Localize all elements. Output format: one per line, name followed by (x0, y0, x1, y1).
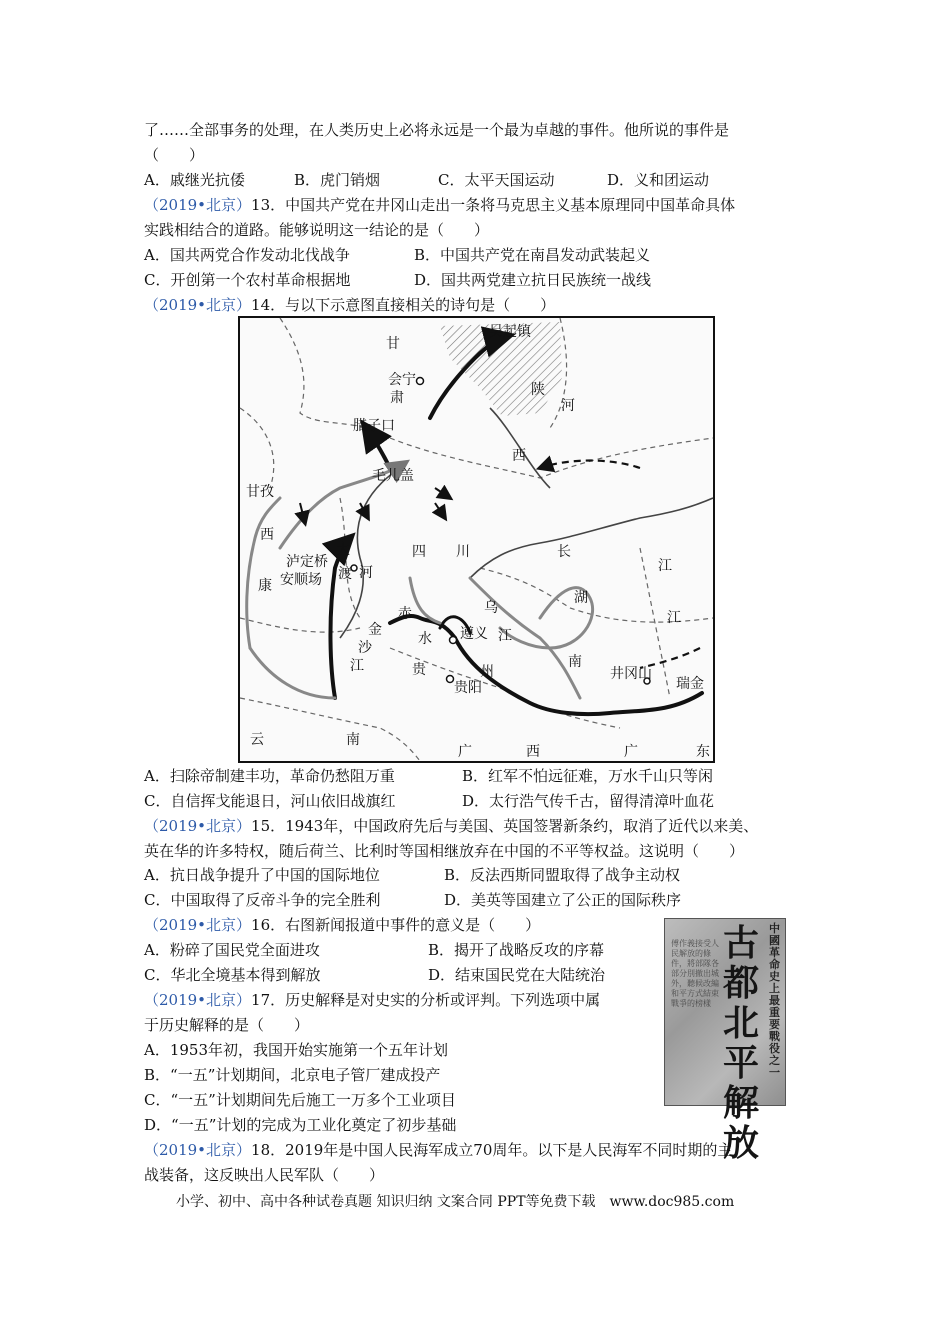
q15-option-a: A．抗日战争提升了中国的国际地位 (144, 866, 380, 884)
q12-paren: （ ） (144, 146, 205, 164)
map-label-xi-north: 西 (512, 448, 526, 464)
map-label-shan: 陕 (531, 382, 545, 398)
q15-option-b: B．反法西斯同盟取得了战争主动权 (444, 866, 681, 884)
map-label-gui: 贵 (412, 662, 426, 678)
q15-stem (144, 816, 758, 836)
q14-stem (144, 295, 555, 315)
q18-stem-text: 18．2019年是中国人民海军成立70周年。以下是人民海军不同时期的主 (251, 1141, 733, 1159)
map-label-nan-south: 南 (346, 732, 360, 748)
photo-headline: 古都北平解放 (723, 922, 760, 1164)
q15-stem-text: 15．1943年，中国政府先后与美国、英国签署新条约，取消了近代以来美、 (251, 817, 759, 835)
q12-stem: 了……全部事务的处理，在人类历史上必将永远是一个最为卓越的事件。他所说的事件是 (144, 121, 730, 139)
q15-option-d: D．美英等国建立了公正的国际秩序 (444, 891, 682, 909)
map-label-guang-1: 广 (458, 744, 472, 760)
map-label-hu: 湖 (574, 590, 588, 606)
q15-option-c: C．中国取得了反帝斗争的完全胜利 (144, 891, 381, 909)
q16-option-c: C．华北全境基本得到解放 (144, 966, 321, 984)
q12-option-a: A．戚继光抗倭 (144, 171, 245, 189)
map-label-zunyi: 遵义 (460, 626, 488, 642)
map-label-jiang-sw: 江 (350, 658, 364, 674)
long-march-map (238, 316, 715, 763)
map-label-su: 肃 (390, 390, 404, 406)
q16-stem-text: 16．右图新闻报道中事件的意义是（ ） (251, 916, 541, 934)
map-label-jin: 金 (368, 622, 382, 638)
q12-option-c: C．太平天国运动 (438, 171, 555, 189)
map-label-kang: 康 (258, 578, 272, 594)
map-label-he-west: 河 (359, 565, 373, 581)
q14-option-b: B．红军不怕远征难，万水千山只等闲 (462, 767, 714, 785)
q13-stem (144, 195, 735, 215)
map-label-xi-south: 西 (526, 744, 540, 760)
q13-option-a: A．国共两党合作发动北伐战争 (144, 246, 350, 264)
q13-stem-2: 实践相结合的道路。能够说明这一结论的是（ ） (144, 221, 490, 239)
map-label-sha: 沙 (358, 640, 372, 656)
map-label-du: 渡 (338, 566, 352, 582)
photo-subtext: 傅作義接受人民解放的條件，將部隊各部分別撤出城外，聽候改編和平方式結束戰爭的榜樣 (671, 939, 719, 1008)
q17-stem-text: 17．历史解释是对史实的分析或评判。下列选项中属 (251, 991, 601, 1009)
q13-option-b: B．中国共产党在南昌发动武装起义 (414, 246, 651, 264)
map-label-da: 大 (336, 542, 350, 558)
map-label-jinggangshan: 井冈山 (610, 666, 652, 682)
q17-stem-2: 于历史解释的是（ ） (144, 1016, 310, 1034)
q17-option-c: C．“一五”计划期间先后施工一万多个工业项目 (144, 1091, 456, 1109)
q17-option-d: D．“一五”计划的完成为工业化奠定了初步基础 (144, 1116, 457, 1134)
q15-source: （2019•北京） (144, 817, 252, 835)
map-label-nan-mid: 南 (568, 654, 582, 670)
map-label-maoergai: 毛儿盖 (372, 468, 414, 484)
map-label-chuan: 川 (456, 544, 470, 560)
q12-option-b: B．虎门销烟 (294, 171, 381, 189)
q16-option-b: B．揭开了战略反攻的序幕 (428, 941, 605, 959)
q14-option-d: D．太行浩气传千古，留得清漳叶血花 (462, 792, 715, 810)
map-label-wuqizhen: 吴起镇 (489, 324, 531, 340)
map-label-zhou: 州 (480, 664, 494, 680)
q17-option-a: A．1953年初，我国开始实施第一个五年计划 (144, 1041, 449, 1059)
q18-stem-2: 战装备，这反映出人民军队（ ） (144, 1166, 385, 1184)
q16-stem (144, 915, 540, 935)
map-label-luding: 泸定桥 (286, 554, 328, 570)
q16-option-a: A．粉碎了国民党全面进攻 (144, 941, 320, 959)
photo-header: 中國革命史上最重要戰役之一 (769, 922, 780, 1079)
q16-source: （2019•北京） (144, 916, 252, 934)
q18-stem (144, 1140, 732, 1160)
map-label-guang-2: 广 (624, 744, 638, 760)
q13-option-d: D．国共两党建立抗日民族统一战线 (414, 271, 652, 289)
map-label-guiyang: 贵阳 (454, 680, 482, 696)
q15-stem-2: 英在华的许多特权，随后荷兰、比利时等国相继放弃在中国的不平等权益。这说明（ ） (144, 842, 745, 860)
q12-option-d: D．义和团运动 (607, 171, 710, 189)
map-label-he-north: 河 (561, 398, 575, 414)
map-label-si: 四 (412, 544, 426, 560)
map-label-anshunchang: 安顺场 (280, 572, 322, 588)
map-label-jiang-east-2: 江 (667, 610, 681, 626)
q16-option-d: D．结束国民党在大陆统治 (428, 966, 606, 984)
q13-option-c: C．开创第一个农村革命根据地 (144, 271, 351, 289)
q13-source: （2019•北京） (144, 196, 252, 214)
q14-option-a: A．扫除帝制建丰功，革命仍愁阻万重 (144, 767, 395, 785)
map-label-shui: 水 (418, 631, 432, 647)
map-label-ganzi: 甘孜 (246, 484, 274, 500)
map-label-xi-west: 西 (260, 527, 274, 543)
map-label-ruijin: 瑞金 (676, 676, 704, 692)
q17-source: （2019•北京） (144, 991, 252, 1009)
map-label-jiang-east-1: 江 (658, 558, 672, 574)
map-label-lazikou: 腊子口 (353, 418, 395, 434)
q14-stem-text: 14．与以下示意图直接相关的诗句是（ ） (251, 296, 556, 314)
map-label-chi: 赤 (398, 606, 412, 622)
map-label-jiang-mid: 江 (498, 628, 512, 644)
map-label-huining: 会宁 (388, 372, 416, 388)
map-label-wu: 乌 (484, 600, 498, 616)
q14-source: （2019•北京） (144, 296, 252, 314)
map-label-chang: 长 (557, 544, 571, 560)
q17-stem (144, 990, 600, 1010)
q18-source: （2019•北京） (144, 1141, 252, 1159)
map-label-dong: 东 (696, 744, 710, 760)
map-label-yun: 云 (250, 732, 264, 748)
q17-option-b: B．“一五”计划期间，北京电子管厂建成投产 (144, 1066, 441, 1084)
map-label-gan: 甘 (386, 336, 400, 352)
q13-stem-text: 13．中国共产党在井冈山走出一条将马克思主义基本原理同中国革命具体 (251, 196, 736, 214)
newspaper-photo (664, 918, 786, 1164)
page-footer: 小学、初中、高中各种试卷真题 知识归纳 文案合同 PPT等免费下载 www.doc985.com (176, 1194, 735, 1210)
q14-option-c: C．自信挥戈能退日，河山依旧战旗红 (144, 792, 396, 810)
